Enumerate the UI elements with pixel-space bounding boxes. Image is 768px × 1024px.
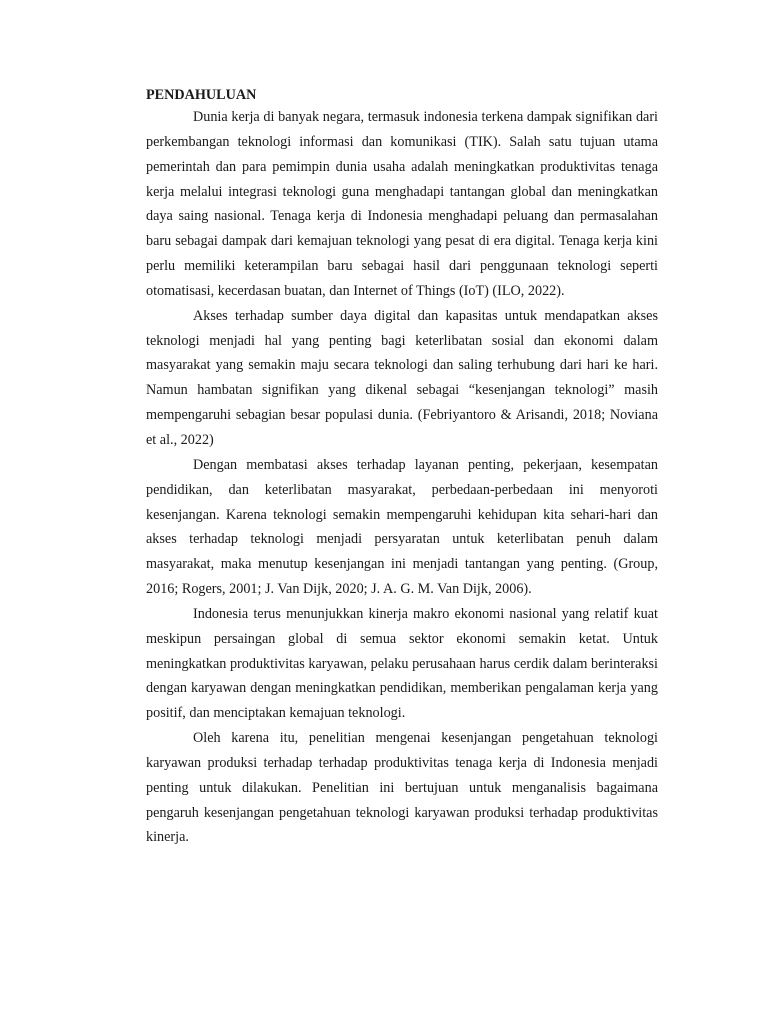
paragraph-1: Dunia kerja di banyak negara, termasuk indonesia terkena dampak signifikan dari perkembangan teknologi informasi dan komunikasi (TIK). Salah satu tujuan utama pemerintah dan para pemimpin dunia usaha adalah meningkatkan produktivitas tenaga kerja melalui integrasi teknologi guna menghadapi tantangan global dan meningkatkan daya saing nasional. Tenaga kerja di Indonesia menghadapi peluang dan permasalahan baru sebagai dampak dari kemajuan teknologi yang pesat di era digital. Tenaga kerja kini perlu memiliki keterampilan baru sebagai hasil dari penggunaan teknologi seperti otomatisasi, kecerdasan buatan, dan Internet of Things (IoT) (ILO, 2022). (146, 109, 658, 299)
paragraph-4: Indonesia terus menunjukkan kinerja makro ekonomi nasional yang relatif kuat meskipun persaingan global di semua sektor ekonomi semakin ketat. Untuk meningkatkan produktivitas karyawan, pelaku perusahaan harus cerdik dalam berinteraksi dengan karyawan dengan meningkatkan pendidikan, memberikan pengalaman kerja yang positif, dan menciptakan kemajuan teknologi. (146, 605, 658, 722)
paragraph-2: Akses terhadap sumber daya digital dan kapasitas untuk mendapatkan akses teknologi menjadi hal yang penting bagi keterlibatan sosial dan ekonomi dalam masyarakat yang semakin maju secara teknologi dan saling terhubung dari hari ke hari. Namun hambatan signifikan yang dikenal sebagai “kesenjangan teknologi” masih mempengaruhi sebagian besar populasi dunia. (Febriyantoro & Arisandi, 2018; Noviana et al., 2022) (146, 307, 658, 448)
paragraph-5: Oleh karena itu, penelitian mengenai kesenjangan pengetahuan teknologi karyawan produksi terhadap terhadap produktivitas tenaga kerja di Indonesia menjadi penting untuk dilakukan. Penelitian ini bertujuan untuk menganalisis bagaimana pengaruh kesenjangan pengetahuan teknologi karyawan produksi terhadap produktivitas kinerja. (146, 730, 658, 846)
paragraph-3: Dengan membatasi akses terhadap layanan penting, pekerjaan, kesempatan pendidikan, dan keterlibatan masyarakat, perbedaan-perbedaan ini menyoroti kesenjangan. Karena teknologi semakin mempengaruhi kehidupan kita sehari-hari dan akses terhadap teknologi menjadi persyaratan untuk keterlibatan penuh dalam masyarakat, maka menutup kesenjangan ini menjadi tantangan yang penting. (Group, 2016; Rogers, 2001; J. Van Dijk, 2020; J. A. G. M. Van Dijk, 2006). (146, 456, 658, 598)
section-heading: PENDAHULUAN (146, 87, 257, 103)
document-body (146, 85, 658, 850)
